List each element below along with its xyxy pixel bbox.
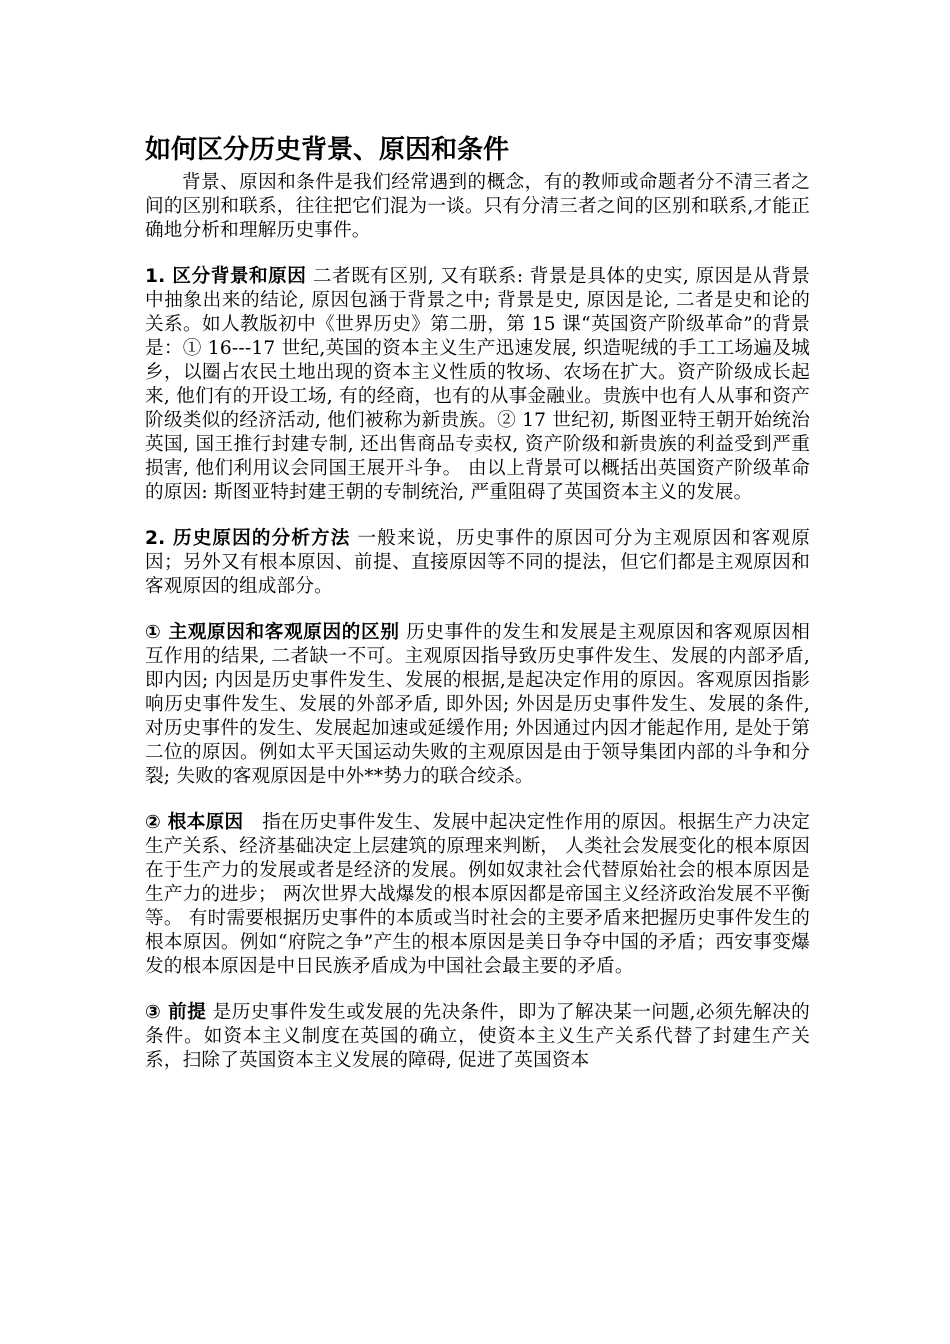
paragraph-gap: [145, 505, 810, 527]
paragraph-gap: [145, 243, 810, 265]
section-5-paragraph: [145, 1001, 810, 1073]
section-5-body: 是历史事件发生或发展的先决条件，即为了解决某一问题,必须先解决的条件。如资本主义制度在英国的确立，使资本主义生产关系代替了封建生产关系，扫除了英国资本主义发展的障碍, 促进了英国资本: [145, 1002, 810, 1071]
section-5-heading: ③ 前提: [145, 1002, 207, 1023]
section-2-body: 一般来说，历史事件的原因可分为主观原因和客观原因；另外又有根本原因、前提、直接原因等不同的提法，但它们都是主观原因和客观原因的组成部分。: [145, 528, 810, 597]
intro-paragraph: 背景、原因和条件是我们经常遇到的概念，有的教师或命题者分不清三者之间的区别和联系，往往把它们混为一谈。只有分清三者之间的区别和联系,才能正确地分析和理解历史事件。: [145, 172, 810, 241]
section-2-paragraph: [145, 527, 810, 599]
section-3-paragraph: [145, 621, 810, 789]
document-body: [145, 133, 810, 1073]
paragraph-gap: [145, 979, 810, 1001]
paragraph-gap: [145, 789, 810, 811]
section-2-heading: 2. 历史原因的分析方法: [145, 528, 351, 549]
section-1-paragraph: [145, 265, 810, 505]
document-title: 如何区分历史背景、原因和条件: [145, 135, 510, 165]
section-4-body: 指在历史事件发生、发展中起决定性作用的原因。根据生产力决定生产关系、经济基础决定上层建筑的原理来判断， 人类社会发展变化的根本原因在于生产力的发展或者是经济的发展。例如奴隶社会代替原始社会的根本原因是生产力的进步； 两次世界大战爆发的根本原因都是帝国主义经济政治发展不平衡等。 有时需要根据历史事件的本质或当时社会的主要矛盾来把握历史事件发生的根本原因。例如“府院之争”产生的根本原因是美日争夺中国的矛盾；西安事变爆发的根本原因是中日民族矛盾成为中国社会最主要的矛盾。: [145, 812, 810, 977]
section-4-paragraph: [145, 811, 810, 979]
paragraph-gap: [145, 599, 810, 621]
section-4-heading: ② 根本原因: [145, 812, 244, 833]
section-1-heading: 1. 区分背景和原因: [145, 266, 307, 287]
section-3-heading: ① 主观原因和客观原因的区别: [145, 622, 400, 643]
section-1-body: 二者既有区别, 又有联系: 背景是具体的史实, 原因是从背景中抽象出来的结论, 原因包涵于背景之中; 背景是史, 原因是论, 二者是史和论的关系。如人教版初中《世界历史》第二册，第 15 课“英国资产阶级革命”的背景是：① 16---17 世纪,英国的资本主义生产迅速发展, 织造呢绒的手工工场遍及城乡，以圈占农民土地出现的资本主义性质的牧场、农场在扩大。资产阶级成长起来, 他们有的开设工场, 有的经商，也有的从事金融业。贵族中也有人从事和资产阶级类似的经济活动, 他们被称为新贵族。② 17 世纪初, 斯图亚特王朝开始统治英国, 国王推行封建专制, 还出售商品专卖权, 资产阶级和新贵族的利益受到严重损害, 他们利用议会同国王展开斗争。 由以上背景可以概括出英国资产阶级革命的原因: 斯图亚特封建王朝的专制统治, 严重阻碍了英国资本主义的发展。: [145, 266, 810, 503]
section-3-body: 历史事件的发生和发展是主观原因和客观原因相互作用的结果, 二者缺一不可。主观原因指导致历史事件发生、发展的内部矛盾, 即内因; 内因是历史事件发生、发展的根据,是起决定作用的原因。客观原因指影响历史事件发生、发展的外部矛盾, 即外因; 外因是历史事件发生、发展的条件, 对历史事件的发生、发展起加速或延缓作用; 外因通过内因才能起作用, 是处于第二位的原因。例如太平天国运动失败的主观原因是由于领导集团内部的斗争和分裂; 失败的客观原因是中外**势力的联合绞杀。: [145, 622, 810, 787]
